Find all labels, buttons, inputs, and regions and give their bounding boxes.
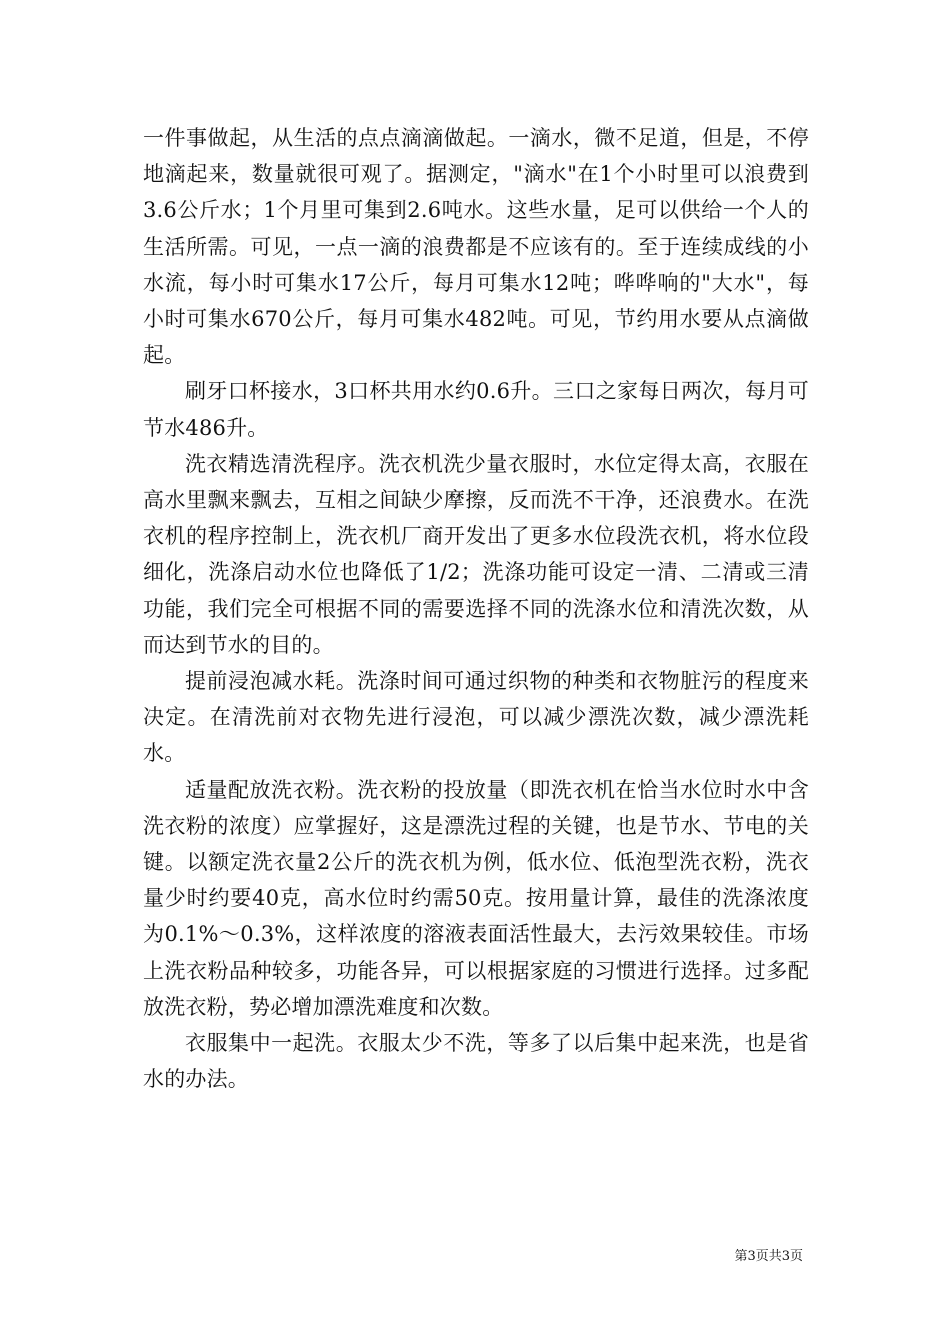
page-number-footer: 第3页共3页: [734, 1249, 803, 1264]
paragraph-water-drip: 一件事做起，从生活的点点滴滴做起。一滴水，微不足道，但是，不停地滴起来，数量就很可观了。据测定，"滴水"在1个小时里可以浪费到3.6公斤水；1个月里可集到2.6吨水。这些水量，足可以供给一个人的生活所需。可见，一点一滴的浪费都是不应该有的。至于连续成线的小水流，每小时可集水17公斤，每月可集水12吨；哗哗响的"大水"，每小时可集水670公斤，每月可集水482吨。可见，节约用水要从点滴做起。: [143, 126, 809, 368]
paragraph-detergent-amount: 适量配放洗衣粉。洗衣粉的投放量（即洗衣机在恰当水位时水中含洗衣粉的浓度）应掌握好，这是漂洗过程的关键，也是节水、节电的关键。以额定洗衣量2公斤的洗衣机为例，低水位、低泡型洗衣粉，洗衣量少时约要40克，高水位时约需50克。按用量计算，最佳的洗涤浓度为0.1%～0.3%，这样浓度的溶液表面活性最大，去污效果较佳。市场上洗衣粉品种较多，功能各异，可以根据家庭的习惯进行选择。过多配放洗衣粉，势必增加漂洗难度和次数。: [143, 777, 809, 1019]
document-body: [143, 120, 809, 1097]
paragraph-toothbrush-cup: 刷牙口杯接水，3口杯共用水约0.6升。三口之家每日两次，每月可节水486升。: [143, 379, 809, 440]
paragraph-wash-program: 洗衣精选清洗程序。洗衣机洗少量衣服时，水位定得太高，衣服在高水里飘来飘去，互相之间缺少摩擦，反而洗不干净，还浪费水。在洗衣机的程序控制上，洗衣机厂商开发出了更多水位段洗衣机，将水位段细化，洗涤启动水位也降低了1/2；洗涤功能可设定一清、二清或三清功能，我们完全可根据不同的需要选择不同的洗涤水位和清洗次数，从而达到节水的目的。: [143, 451, 809, 657]
paragraph-wash-together: 衣服集中一起洗。衣服太少不洗，等多了以后集中起来洗，也是省水的办法。: [143, 1031, 809, 1092]
paragraph-pre-soak: 提前浸泡减水耗。洗涤时间可通过织物的种类和衣物脏污的程度来决定。在清洗前对衣物先进行浸泡，可以减少漂洗次数，减少漂洗耗水。: [143, 669, 809, 766]
